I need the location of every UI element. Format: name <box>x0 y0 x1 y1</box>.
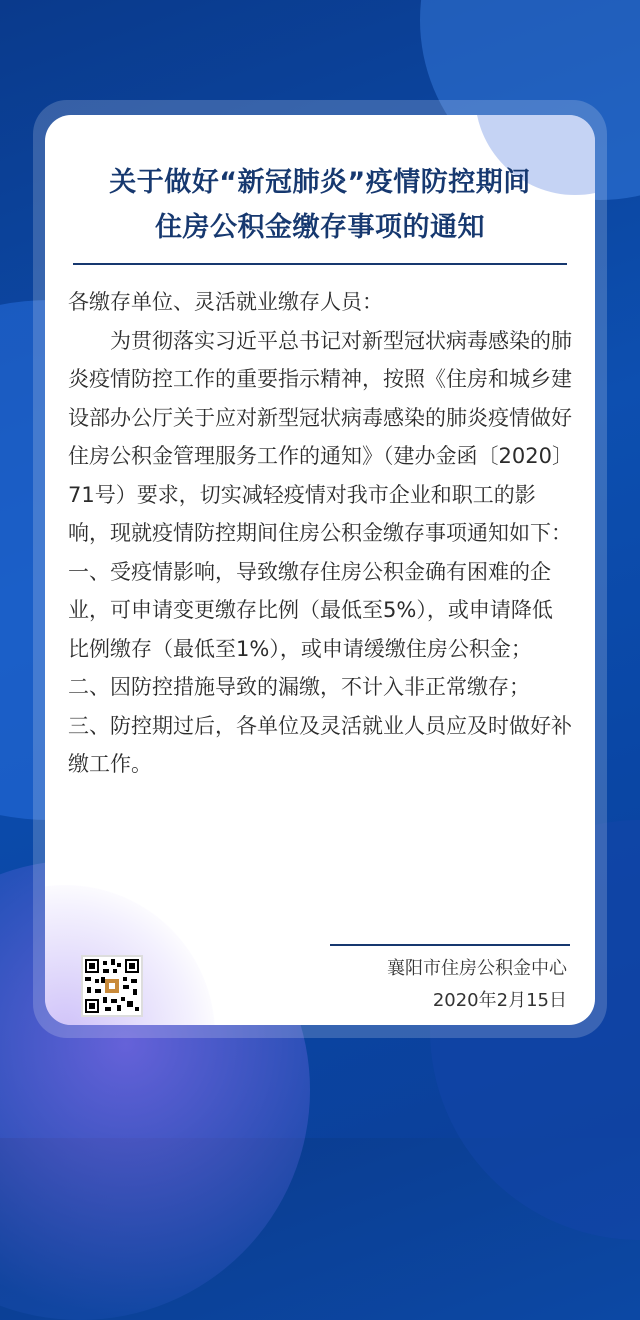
title-divider <box>73 263 567 265</box>
issue-date: 2020年2月15日 <box>432 990 567 1011</box>
notice-title-line1: 关于做好“新冠肺炎”疫情防控期间 <box>109 167 531 198</box>
notice-title-line2: 住房公积金缴存事项的通知 <box>155 212 485 243</box>
item-2: 二、因防控措施导致的漏缴，不计入非正常缴存； <box>68 675 530 699</box>
qr-code-icon <box>81 955 143 1017</box>
salutation: 各缴存单位、灵活就业缴存人员： <box>68 290 383 314</box>
item-1: 一、受疫情影响，导致缴存住房公积金确有困难的企业，可申请变更缴存比例（最低至5%），或申请降低比例缴存（最低至1%），或申请缓缴住房公积金； <box>68 559 553 661</box>
notice-card <box>45 115 595 1025</box>
intro-paragraph: 为贯彻落实习近平总书记对新型冠状病毒感染的肺炎疫情防控工作的重要指示精神，按照《住房和城乡建设部办公厅关于应对新型冠状病毒感染的肺炎疫情做好住房公积金管理服务工作的通知》（建办金函〔2020〕71号）要求，切实减轻疫情对我市企业和职工的影响，现就疫情防控期间住房公积金缴存事项通知如下： <box>68 328 573 545</box>
issuing-organization: 襄阳市住房公积金中心 <box>387 958 567 979</box>
signature-divider <box>330 944 570 946</box>
item-3: 三、防控期过后，各单位及灵活就业人员应及时做好补缴工作。 <box>68 713 572 776</box>
notice-body <box>68 283 573 784</box>
